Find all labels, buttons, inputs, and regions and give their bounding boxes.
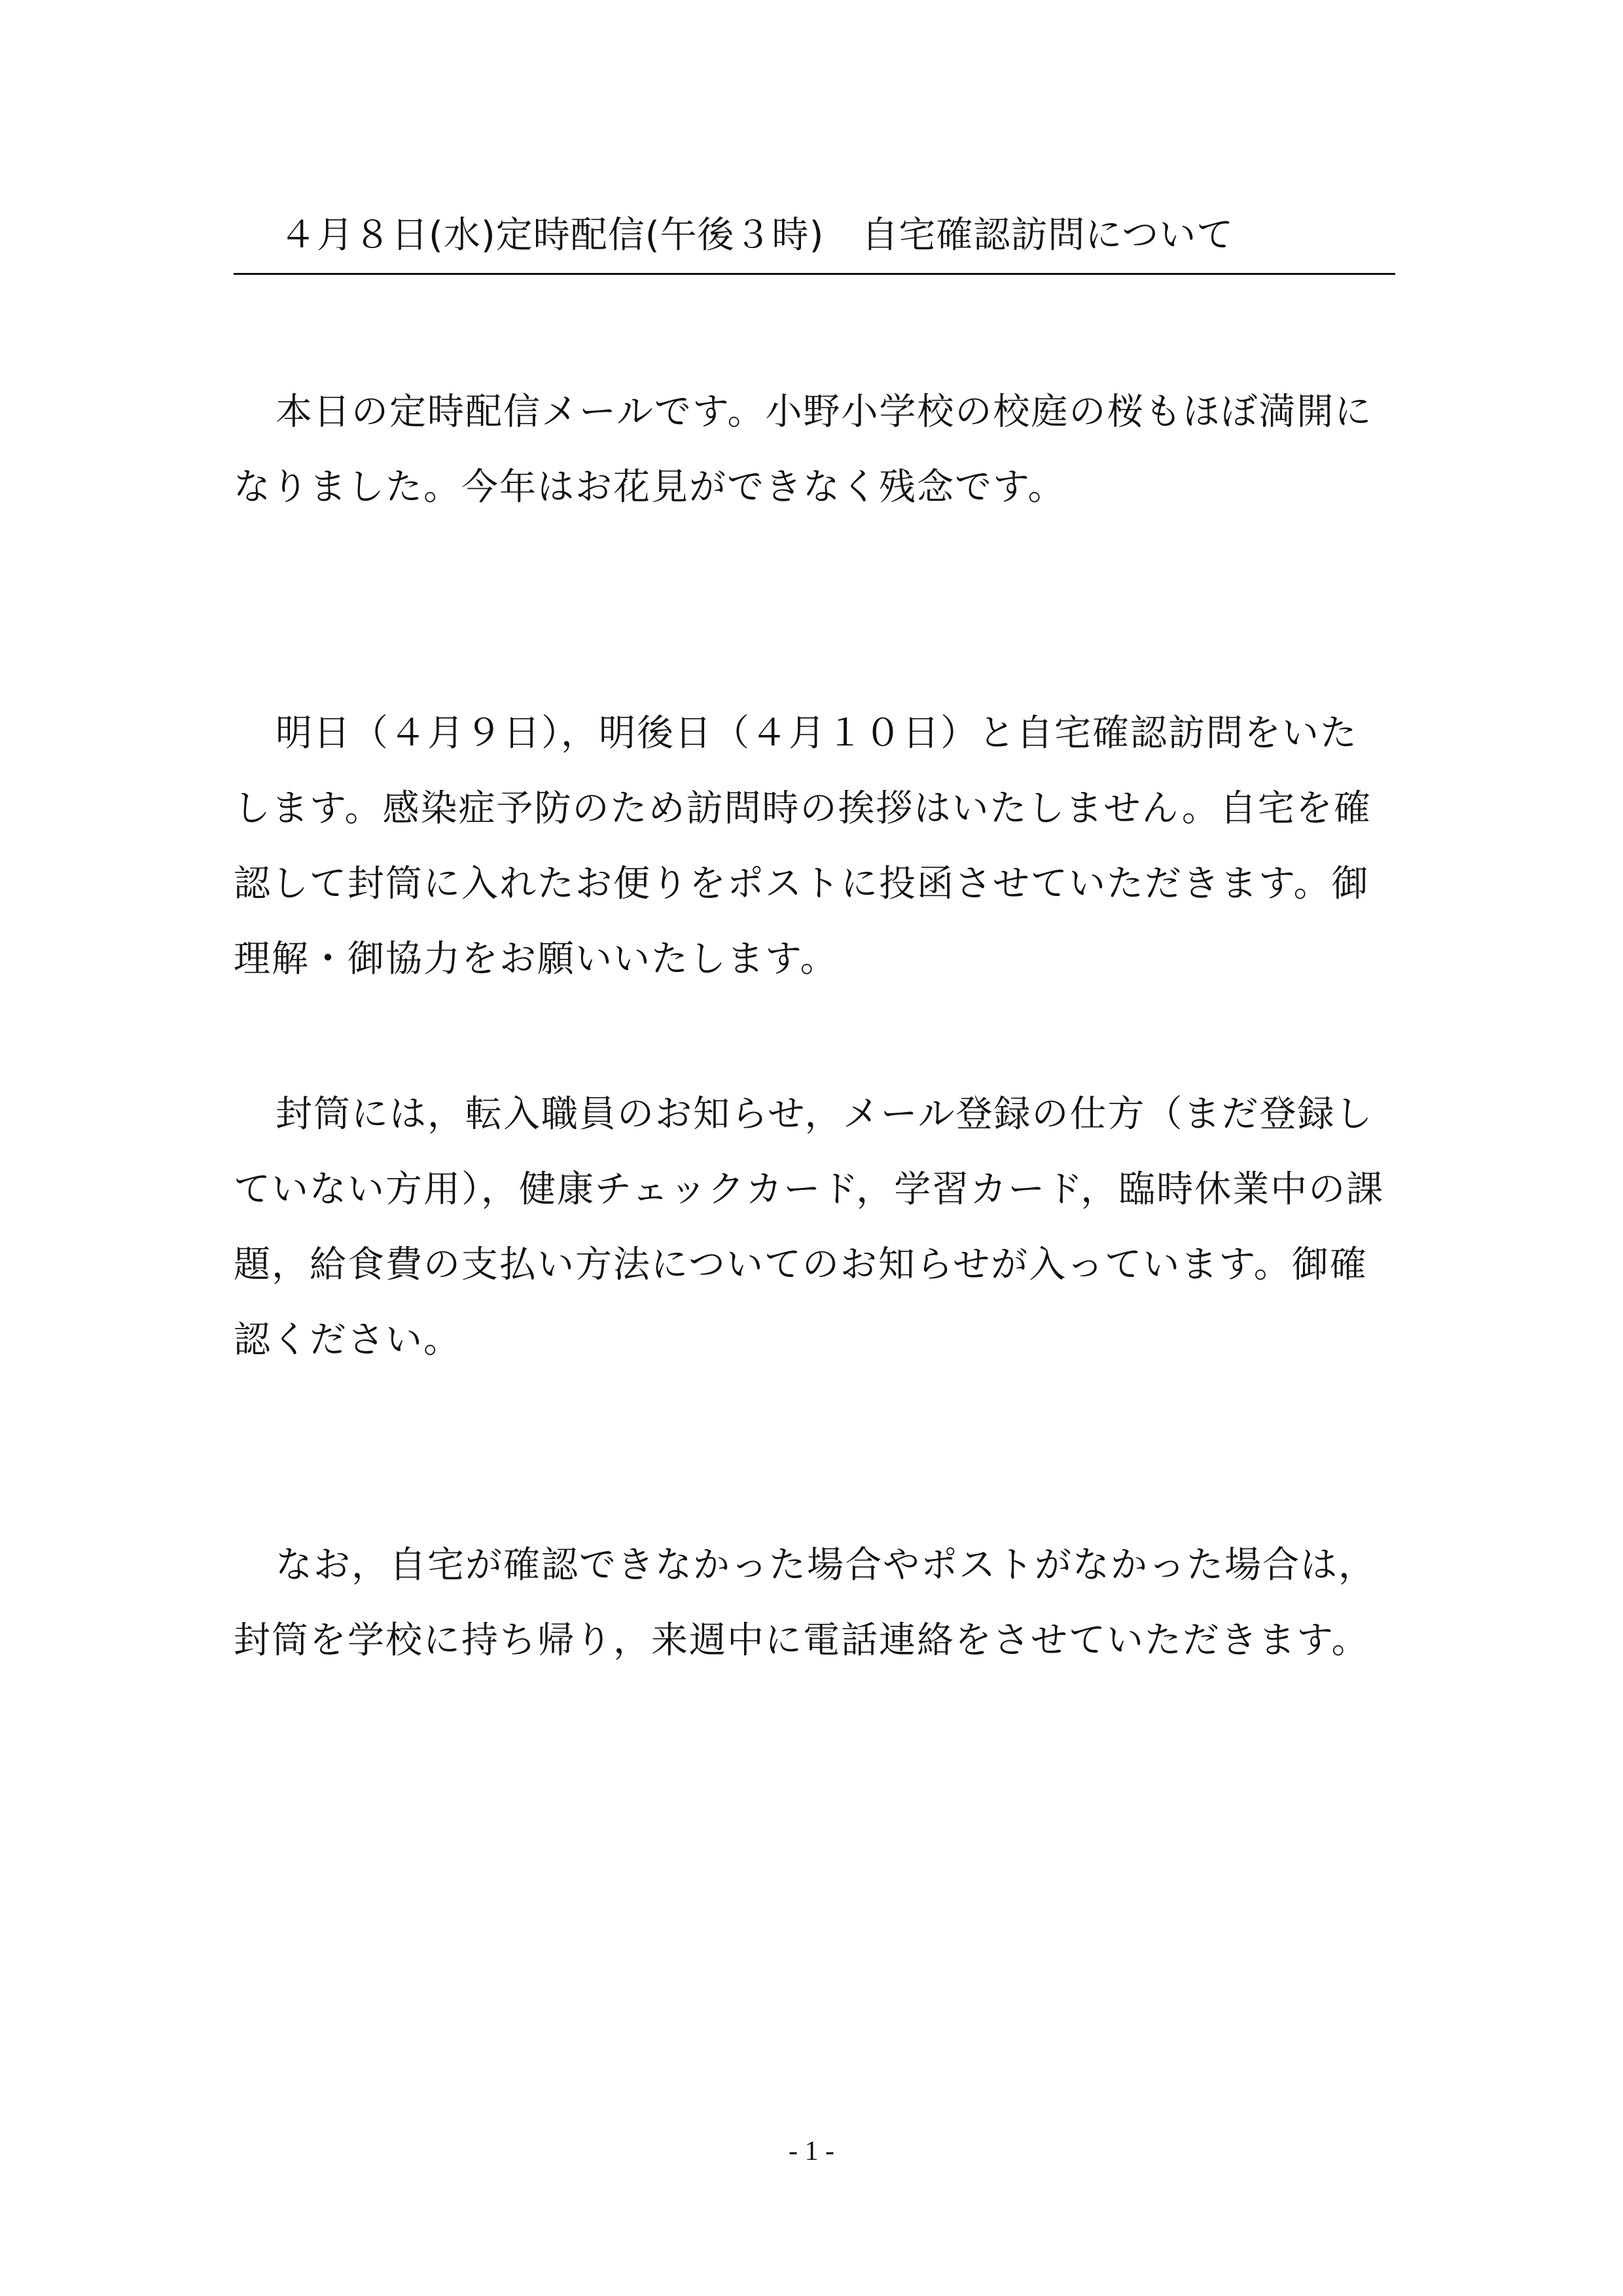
paragraph-home-visit: 明日（４月９日），明後日（４月１０日）と自宅確認訪問をいたします。感染症予防のため訪問時の挨拶はいたしません。自宅を確認して封筒に入れたお便りをポストに投函させていただきます。御理解・御協力をお願いいたします。	[234, 712, 1372, 980]
paragraph-greeting: 本日の定時配信メールです。小野小学校の校庭の桜もほぼ満開になりました。今年はお花見ができなく残念です。	[234, 391, 1373, 509]
document-title: ４月８日(水)定時配信(午後３時) 自宅確認訪問について	[234, 216, 1395, 275]
paragraph-notice: なお，自宅が確認できなかった場合やポストがなかった場合は，封筒を学校に持ち帰り，来週中に電話連絡をさせていただきます。	[234, 1544, 1376, 1662]
page-number: - 1 -	[789, 2136, 834, 2166]
paragraph-envelope-contents: 封筒には，転入職員のお知らせ，メール登録の仕方（まだ登録していない方用），健康チェックカード，学習カード，臨時休業中の課題，給食費の支払い方法についてのお知らせが入っています。御確認ください。	[234, 1093, 1385, 1361]
